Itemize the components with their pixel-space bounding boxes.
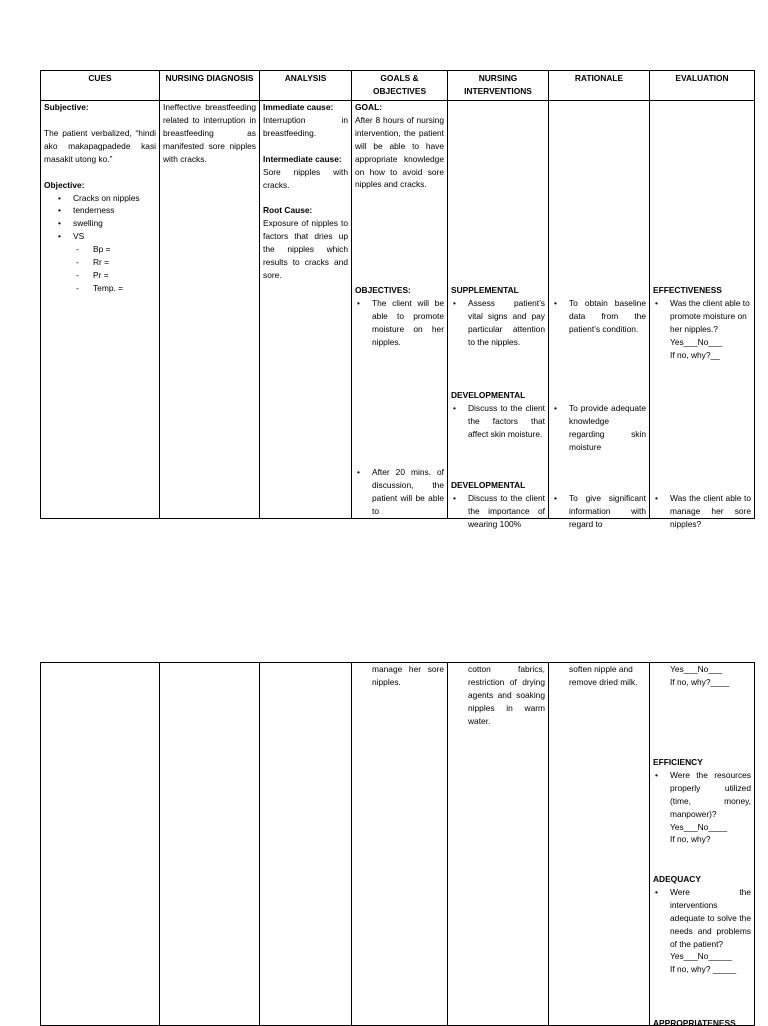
appropriateness-label: APPROPRIATENESS [653,1018,736,1025]
if-no-line: If no, why?____ [670,676,730,687]
evaluation-question: Were the resources properly utilized (time, money, manpower)? [670,769,751,819]
vital-signs-list [44,243,156,295]
developmental-text: Discuss to the client the factors that affect skin moisture. [468,402,545,439]
interventions-cell [448,663,549,1026]
list-item [451,663,545,728]
objective-label: Objective: [44,179,85,190]
supplemental-label: SUPPLEMENTAL [451,285,519,295]
care-plan-table-page-1 [40,70,755,529]
developmental-text: cotton fabrics, restriction of drying agents and soaking nipples in warm water. [468,664,545,726]
list-item: • swelling [56,217,156,230]
yes-no-line: Yes___No___ [670,336,723,347]
list-item: • To provide adequate knowledge regarding skin moisture [554,403,646,452]
subjective-label: Subjective: [44,102,89,112]
analysis-cell [260,663,352,1026]
header-nursing-diagnosis: NURSING DIAGNOSIS [160,71,260,101]
list-item: - Rr = [56,256,156,269]
diagnosis-cell [160,663,260,1026]
objective-2-text: manage her sore nipples. [372,664,444,687]
header-evaluation: EVALUATION [650,71,755,101]
list-item: • To obtain baseline data from the patient’s condition. [554,298,646,334]
list-item: • tenderness [56,204,156,217]
goals-cell [352,101,448,519]
list-item: - Bp = [56,243,156,256]
table-row [41,101,755,519]
header-row [41,71,755,101]
effectiveness-label: EFFECTIVENESS [653,285,722,295]
diagnosis-text: Ineffective breastfeeding related to interruption in breastfeeding as manifested sore nipples with cracks. [163,102,256,164]
list-item [653,663,751,689]
list-item: - Pr = [56,269,156,282]
evaluation-question: Were the interventions adequate to solve the needs and problems of the patient? [670,886,751,949]
list-item: • Were the resources properly utilized (time, money, manpower)? Yes___No____ If no, why? [655,769,751,845]
rationale-text: To obtain baseline data from the patient’s condition. [569,298,646,334]
intermediate-cause-label: Intermediate cause: [263,153,342,164]
list-item: • Discuss to the client the factors that affect skin moisture. [453,402,545,439]
header-nursing-interventions: NURSING INTERVENTIONS [448,71,549,101]
yes-no-line: Yes___No_____ [670,951,732,962]
yes-no-line: Yes___No____ [670,821,727,832]
evaluation-cell [650,101,755,529]
goal-label: GOAL: [355,102,382,112]
interventions-cell [448,101,549,529]
if-no-line: If no, why? [670,834,711,845]
intermediate-cause-text: Sore nipples with cracks. [263,166,348,190]
goal-text: After 8 hours of nursing intervention, the patient will be able to have appropriate knowledge on how to avoid sore nipples and cracks. [355,114,444,190]
developmental-label: DEVELOPMENTAL [451,390,526,400]
header-analysis: ANALYSIS [260,71,352,101]
evaluation-question: Was the client able to manage her sore nipples? [670,493,751,529]
objectives-label: OBJECTIVES: [355,285,411,295]
root-cause-text: Exposure of nipples to factors that dries up the nipples which results to cracks and sore. [263,218,348,280]
evaluation-question: Was the client able to promote moisture on her nipples.? [670,297,750,334]
yes-no-line: Yes___No___ [670,664,723,674]
rationale-text: To give significant information with regard to [569,493,646,529]
care-plan-table-page-2 [40,662,755,1026]
list-item: • VS [56,230,156,243]
rationale-cell [549,663,650,1026]
rationale-cell [549,101,650,529]
cues-cell [41,101,160,519]
list-item: - Temp. = [56,282,156,295]
supplemental-text: Assess patient’s vital signs and pay particular attention to the nipples. [468,297,545,347]
root-cause-label: Root Cause: [263,205,313,216]
list-item: • Were the interventions adequate to solve the needs and problems of the patient? Yes___No_____ If no, why? _____ [655,886,751,975]
table-row [41,663,755,1026]
goals-cell [352,663,448,1026]
immediate-cause-text: Interruption in breastfeeding. [263,114,348,138]
rationale-text: To provide adequate knowledge regarding skin moisture [569,403,646,452]
list-item: • The client will be able to promote moisture on her nipples. [357,297,444,347]
objective-list [44,192,156,244]
objective-1-text: The client will be able to promote moisture on her nipples. [372,297,444,347]
list-item: • Was the client able to promote moisture on her nipples.? Yes___No___ If no, why?__ [655,297,750,360]
immediate-cause-label: Immediate cause: [263,102,334,112]
list-item: • Was the client able to manage her sore nipples? [655,493,751,529]
list-item: • After 20 mins. of discussion, the patient will be able to [357,467,444,516]
list-item: • Assess patient’s vital signs and pay particular attention to the nipples. [453,297,545,347]
header-rationale: RATIONALE [549,71,650,101]
list-item: • Discuss to the client the importance of wearing 100% [453,492,545,529]
developmental-text: Discuss to the client the importance of wearing 100% [468,492,545,529]
objective-2-text: After 20 mins. of discussion, the patient will be able to [372,467,444,516]
list-item [355,663,444,689]
evaluation-cell [650,663,755,1026]
cues-cell [41,663,160,1026]
if-no-line: If no, why? _____ [670,964,737,975]
rationale-text: soften nipple and remove dried milk. [569,664,638,687]
list-item [552,663,646,689]
header-cues: CUES [41,71,160,101]
efficiency-label: EFFICIENCY [653,757,703,767]
list-item: • To give significant information with regard to [554,493,646,529]
if-no-line: If no, why?__ [670,349,720,360]
adequacy-label: ADEQUACY [653,874,701,884]
subjective-text: The patient verbalized, “hindi ako makapagpadede kasi masakit utong ko.” [44,127,156,164]
analysis-cell [260,101,352,519]
header-goals-objectives: GOALS & OBJECTIVES [352,71,448,101]
developmental-label: DEVELOPMENTAL [451,480,526,490]
list-item: • Cracks on nipples [56,192,156,205]
diagnosis-cell [160,101,260,519]
